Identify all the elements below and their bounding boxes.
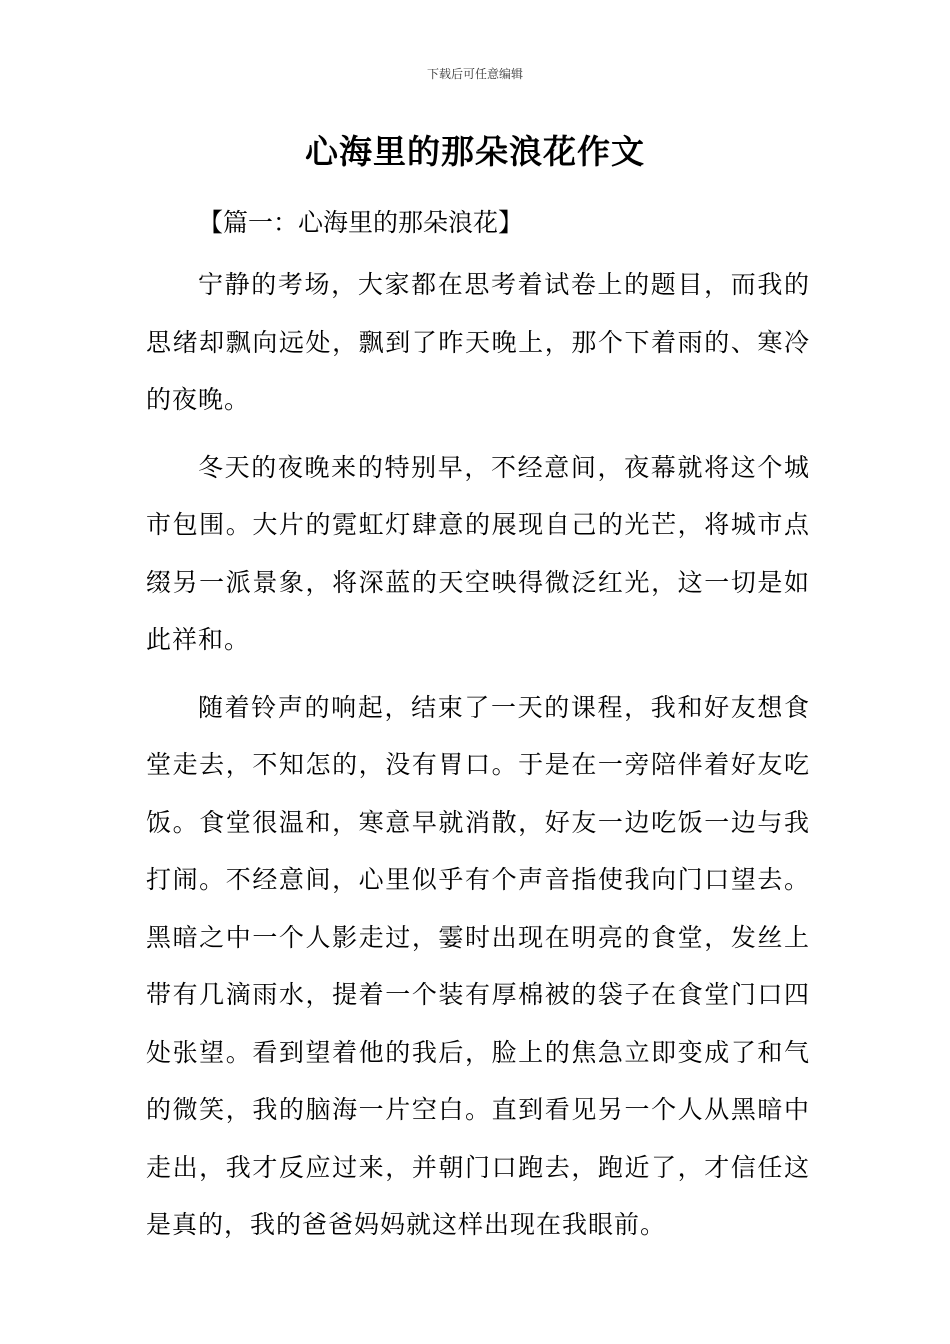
paragraph-3: 随着铃声的响起，结束了一天的课程，我和好友想食堂走去，不知怎的，没有胃口。于是在一旁陪伴着好友吃饭。食堂很温和，寒意早就消散，好友一边吃饭一边与我打闹。不经意间，心里似乎有个声音指使我向门口望去。黑暗之中一个人影走过，霎时出现在明亮的食堂，发丝上带有几滴雨水，提着一个装有厚棉被的袋子在食堂门口四处张望。看到望着他的我后，脸上的焦急立即变成了和气的微笑，我的脑海一片空白。直到看见另一个人从黑暗中走出，我才反应过来，并朝门口跑去，跑近了，才信任这是真的，我的爸爸妈妈就这样出现在我眼前。 xyxy=(146,692,810,1239)
document-body xyxy=(146,200,810,1254)
document-title: 心海里的那朵浪花作文 xyxy=(305,132,645,171)
section-heading: 【篇一：心海里的那朵浪花】 xyxy=(198,208,524,237)
header-note: 下载后可任意编辑 xyxy=(426,67,523,81)
paragraph-1: 宁静的考场，大家都在思考着试卷上的题目，而我的思绪却飘向远处，飘到了昨天晚上，那个下着雨的、寒冷的夜晚。 xyxy=(146,270,810,414)
paragraph-2: 冬天的夜晚来的特别早，不经意间，夜幕就将这个城市包围。大片的霓虹灯肆意的展现自己的光芒，将城市点缀另一派景象，将深蓝的天空映得微泛红光，这一切是如此祥和。 xyxy=(146,452,810,654)
